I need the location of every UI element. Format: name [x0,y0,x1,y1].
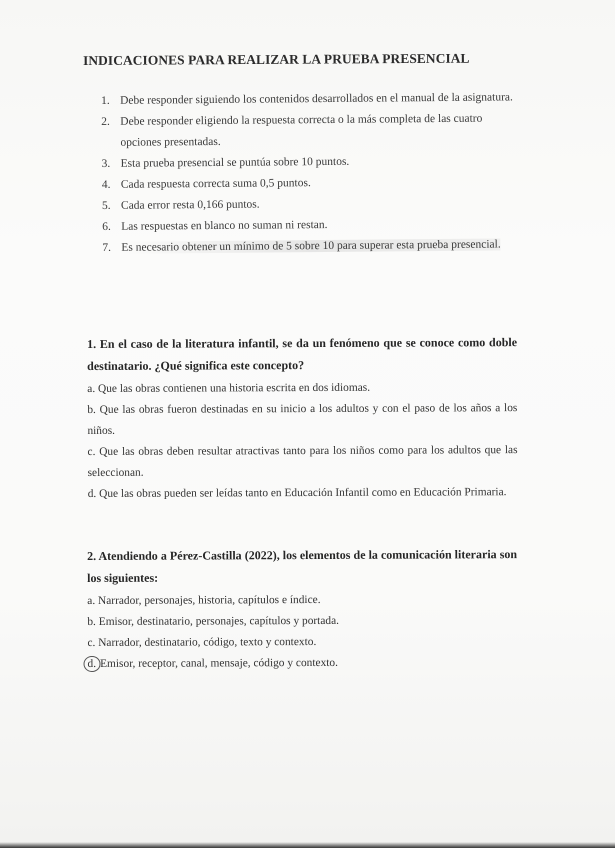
answer-option-c: c. Que las obras deben resultar atractivas tanto para los niños como para los adultos que las seleccionan. [87,444,518,479]
instruction-number: 1. [101,94,110,107]
instruction-number: 6. [102,220,111,233]
instruction-number: 5. [101,199,111,212]
question-2 [87,543,518,675]
instruction-number: 4. [101,178,111,191]
instruction-item [99,234,519,259]
instruction-text: Esta prueba presencial se puntúa sobre 10 puntos. [120,155,350,170]
instruction-text: Las respuestas en blanco no suman ni restan. [121,219,328,233]
question-1 [87,331,518,505]
instruction-text: Debe responder eligiendo la respuesta correcta o la más completa de las cuatro opciones presentadas. [120,112,483,149]
page-title: INDICACIONES PARA REALIZAR LA PRUEBA PRESENCIAL [83,50,470,68]
answer-option-a: a. Narrador, personajes, historia, capítulos e índice. [87,593,321,607]
instruction-text: Debe responder siguiendo los contenidos desarrollados en el manual de la asignatura. [120,91,513,107]
page-edge-shadow [0,842,615,848]
answer-option-b: b. Que las obras fueron destinadas en su inicio a los adultos y con el paso de los años a los niños. [87,402,518,437]
instructions-list [98,87,519,259]
instruction-text: Es necesario obtener un mínimo de 5 sobre 10 para superar esta prueba presencial. [121,238,501,254]
answer-option-b: b. Emisor, destinatario, personajes, capítulos y portada. [87,614,340,628]
instruction-number: 3. [101,157,111,170]
instruction-item [98,108,518,154]
question-title: 2. Atendiendo a Pérez-Castilla (2022), los elementos de la comunicación literaria son los siguientes: [87,547,518,585]
circled-answer-mark: d. [83,656,100,672]
answer-option-c: c. Narrador, destinatario, código, texto y contexto. [87,636,317,649]
answer-option-d: d. Que las obras pueden ser leídas tanto en Educación Infantil como en Educación Primaria. [87,486,507,500]
instruction-text: Cada respuesta correcta suma 0,5 puntos. [120,177,311,191]
answer-option-a: a. Que las obras contienen una historia escrita en dos idiomas. [87,381,371,395]
instruction-number: 7. [102,241,112,254]
question-title: 1. En el caso de la literatura infantil, se da un fenómeno que se conoce como doble destinatario. ¿Qué significa este concepto? [87,335,518,373]
instruction-number: 2. [101,115,110,128]
answer-option-text: Emisor, receptor, canal, mensaje, código y contexto. [100,656,338,670]
instruction-text: Cada error resta 0,166 puntos. [120,198,260,212]
answer-option-d [87,652,517,675]
